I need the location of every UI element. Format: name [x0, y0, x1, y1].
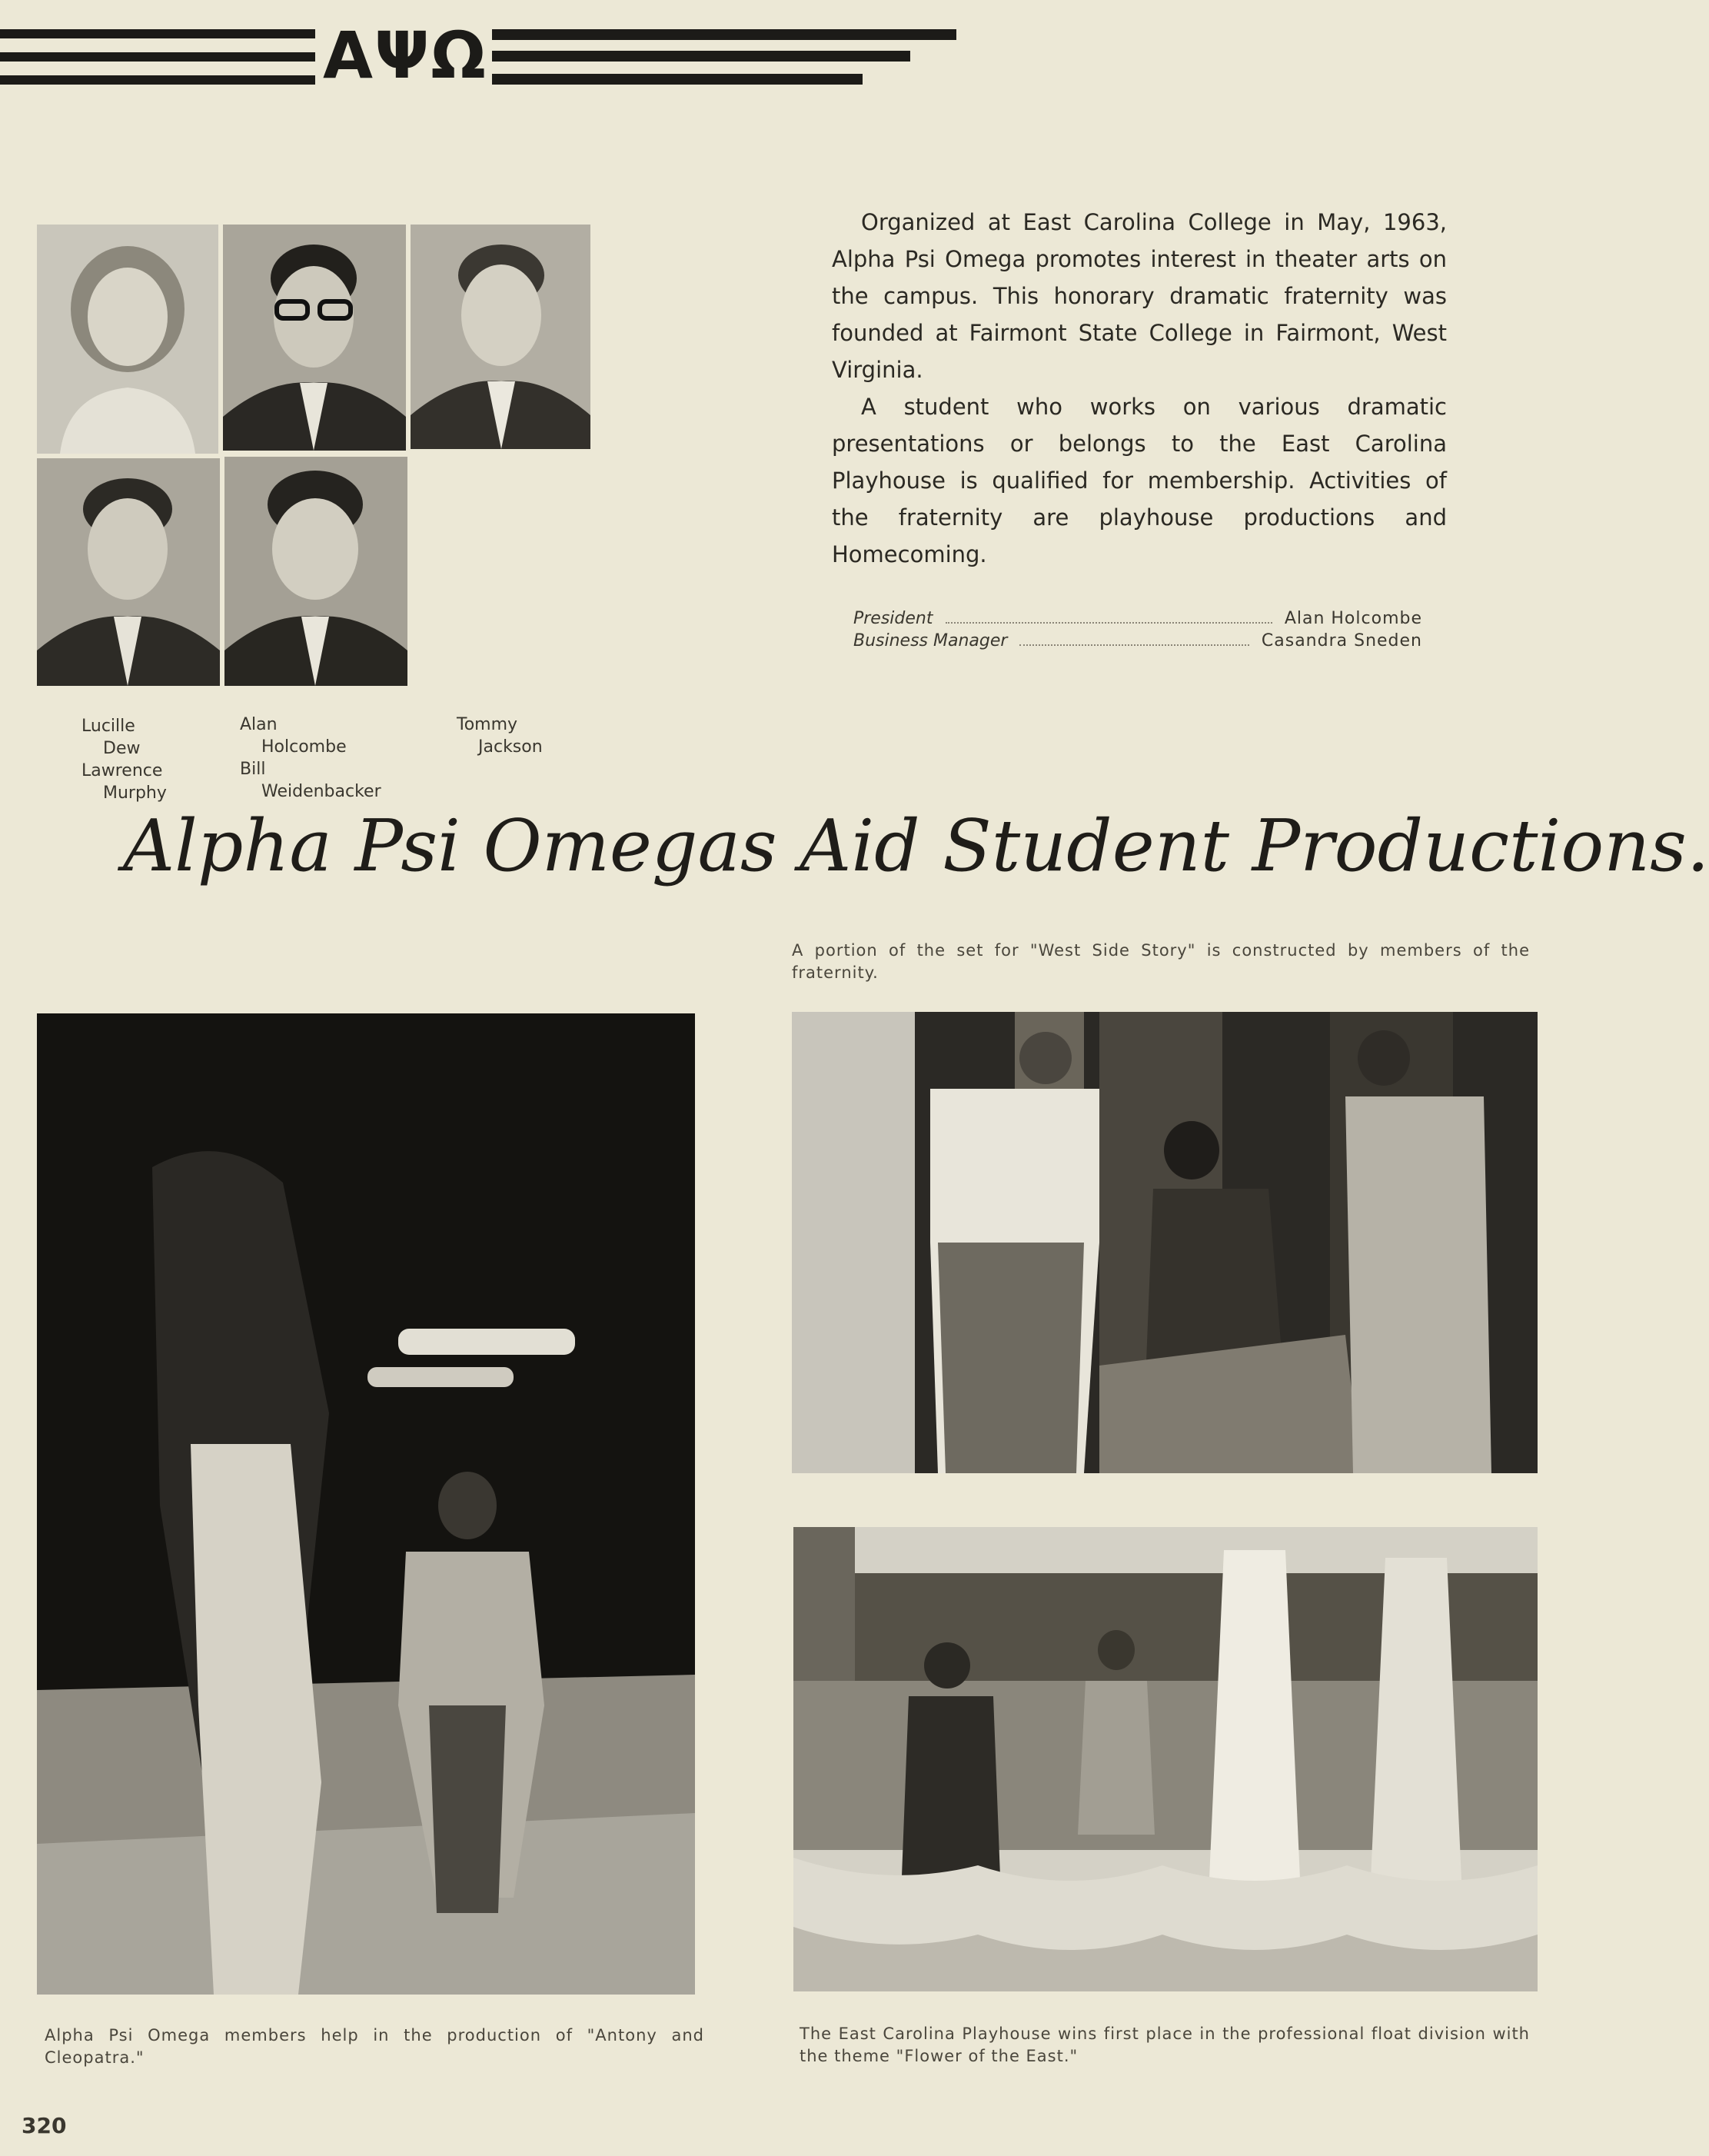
officer-role: Business Manager [853, 631, 1008, 650]
member-name: Jackson [478, 737, 543, 757]
page-headline: Alpha Psi Omegas Aid Student Productions. [123, 804, 1709, 887]
member-names-column-2 [240, 714, 381, 803]
member-name: Murphy [103, 784, 167, 803]
header-bar-right-2 [492, 51, 910, 62]
officer-name: Alan Holcombe [1284, 609, 1422, 628]
portrait-photo-alan-holcombe [223, 225, 406, 451]
member-name: Lawrence [81, 761, 163, 780]
member-names-column-1 [81, 715, 167, 804]
member-name: Weidenbacker [261, 782, 381, 801]
officer-name: Casandra Sneden [1261, 631, 1422, 650]
header-bar-left-3 [0, 75, 315, 85]
member-name: Bill [240, 760, 266, 779]
officer-role: President [853, 609, 933, 628]
portrait-photo-bill-weidenbacker [224, 457, 407, 686]
officers-list [853, 607, 1422, 652]
member-name: Dew [103, 739, 141, 758]
officer-row [853, 607, 1422, 630]
portrait-photo-lucille-dew [37, 225, 218, 454]
intro-paragraph-2: A student who works on various dramatic presentations or belongs to the East Carolina Playhouse is qualified for membership. Activities of the fraternity are playhouse productions and Homecoming. [832, 394, 1447, 567]
photo-flower-of-the-east-float [793, 1527, 1538, 1991]
header-bar-left-2 [0, 52, 315, 62]
caption-set-construction: A portion of the set for "West Side Story" is constructed by members of the fraternity. [792, 941, 1530, 982]
intro-text [832, 204, 1447, 573]
member-name: Alan [240, 715, 278, 734]
dot-leader [946, 622, 1272, 624]
caption-antony-and-cleopatra: Alpha Psi Omega members help in the production of "Antony and Cleopatra." [45, 2026, 704, 2067]
photo-antony-and-cleopatra-stage [37, 1013, 695, 1995]
page-number: 320 [22, 2113, 67, 2138]
fraternity-letters: ΑΨΩ [323, 18, 487, 93]
member-name: Tommy [457, 715, 518, 734]
member-names-column-3 [457, 714, 543, 758]
member-name: Lucille [81, 717, 135, 736]
photo-west-side-story-set [792, 1012, 1538, 1473]
officer-row [853, 630, 1422, 652]
caption-float: The East Carolina Playhouse wins first place in the professional float division with the theme "Flower of the East." [800, 2025, 1530, 2065]
header-bar-right-1 [492, 29, 956, 40]
header-bar-left-1 [0, 29, 315, 38]
portrait-photo-tommy-jackson [411, 225, 590, 449]
dot-leader [1019, 644, 1249, 646]
intro-paragraph-1: Organized at East Carolina College in May, 1963, Alpha Psi Omega promotes interest in theater arts on the campus. This honorary dramatic fraternity was founded at Fairmont State College in Fairmont, West Virginia. [832, 209, 1447, 383]
member-name: Holcombe [261, 737, 347, 757]
header-bar-right-3 [492, 74, 863, 85]
portrait-photo-lawrence-murphy [37, 458, 220, 686]
